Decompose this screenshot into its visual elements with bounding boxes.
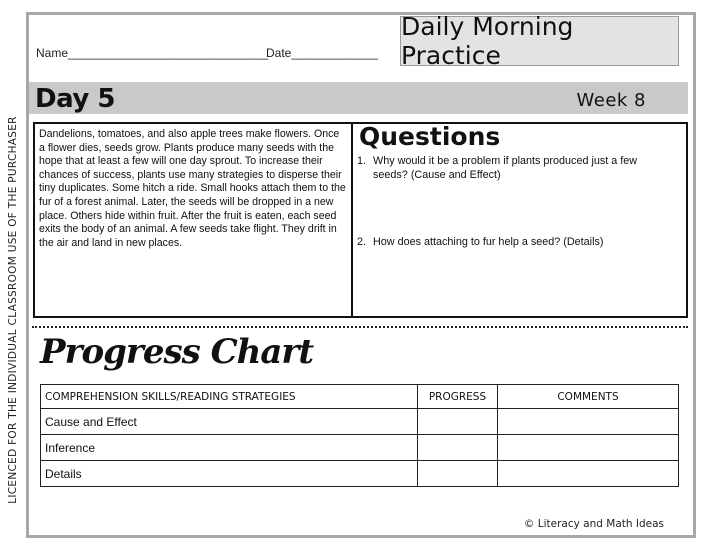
question-number: 1. [357, 155, 367, 167]
skill-cell: Cause and Effect [41, 409, 418, 435]
date-field[interactable]: Date_____________ [266, 46, 379, 60]
skill-cell: Inference [41, 435, 418, 461]
table-row [41, 461, 679, 487]
table-row [41, 435, 679, 461]
license-sidebar [0, 0, 26, 556]
worksheet-title: Daily Morning Practice [400, 16, 679, 66]
comments-cell[interactable] [498, 461, 679, 487]
header-comments: COMMENTS [498, 385, 679, 409]
question-item [357, 236, 673, 250]
progress-cell[interactable] [418, 461, 498, 487]
progress-table [40, 384, 679, 487]
comments-cell[interactable] [498, 409, 679, 435]
day-banner [29, 82, 688, 114]
question-text: Why would it be a problem if plants produced just a few seeds? (Cause and Effect) [373, 155, 638, 181]
cut-line-divider [32, 326, 688, 328]
table-row [41, 409, 679, 435]
question-item [357, 155, 673, 182]
skill-cell: Details [41, 461, 418, 487]
header-progress: PROGRESS [418, 385, 498, 409]
reading-passage [33, 122, 353, 318]
day-label: Day 5 [35, 84, 115, 114]
week-label: Week 8 [576, 90, 646, 111]
questions-title: Questions [359, 122, 501, 151]
license-text: LICENCED FOR THE INDIVIDUAL CLASSROOM USE OF THE PURCHASER [7, 116, 19, 504]
passage-text: Dandelions, tomatoes, and also apple trees make flowers. Once a flower dies, seeds grow. Plants produce many seeds with the hope that at least a few will one day sprout. To increase their chances of success, plants use many strategies to disperse their tiny duplicates. Some hitch a ride. Small hooks attach them to the fur of a forest animal. Later, the seeds will be dropped in a new place. Others hide within fruit. After the fruit is eaten, each seed exits the body of an animal. A few seeds take flight. They drift in the air and land in new places. [39, 128, 346, 249]
progress-chart-title: Progress Chart [40, 332, 314, 372]
header-skills: COMPREHENSION SKILLS/READING STRATEGIES [41, 385, 418, 409]
comments-cell[interactable] [498, 435, 679, 461]
progress-cell[interactable] [418, 409, 498, 435]
copyright-footer: © Literacy and Math Ideas [523, 518, 664, 530]
questions-panel [351, 122, 688, 318]
table-header-row [41, 385, 679, 409]
question-text: How does attaching to fur help a seed? (Details) [373, 236, 604, 248]
question-number: 2. [357, 236, 367, 248]
progress-cell[interactable] [418, 435, 498, 461]
name-field[interactable]: Name______________________________ [36, 46, 269, 60]
